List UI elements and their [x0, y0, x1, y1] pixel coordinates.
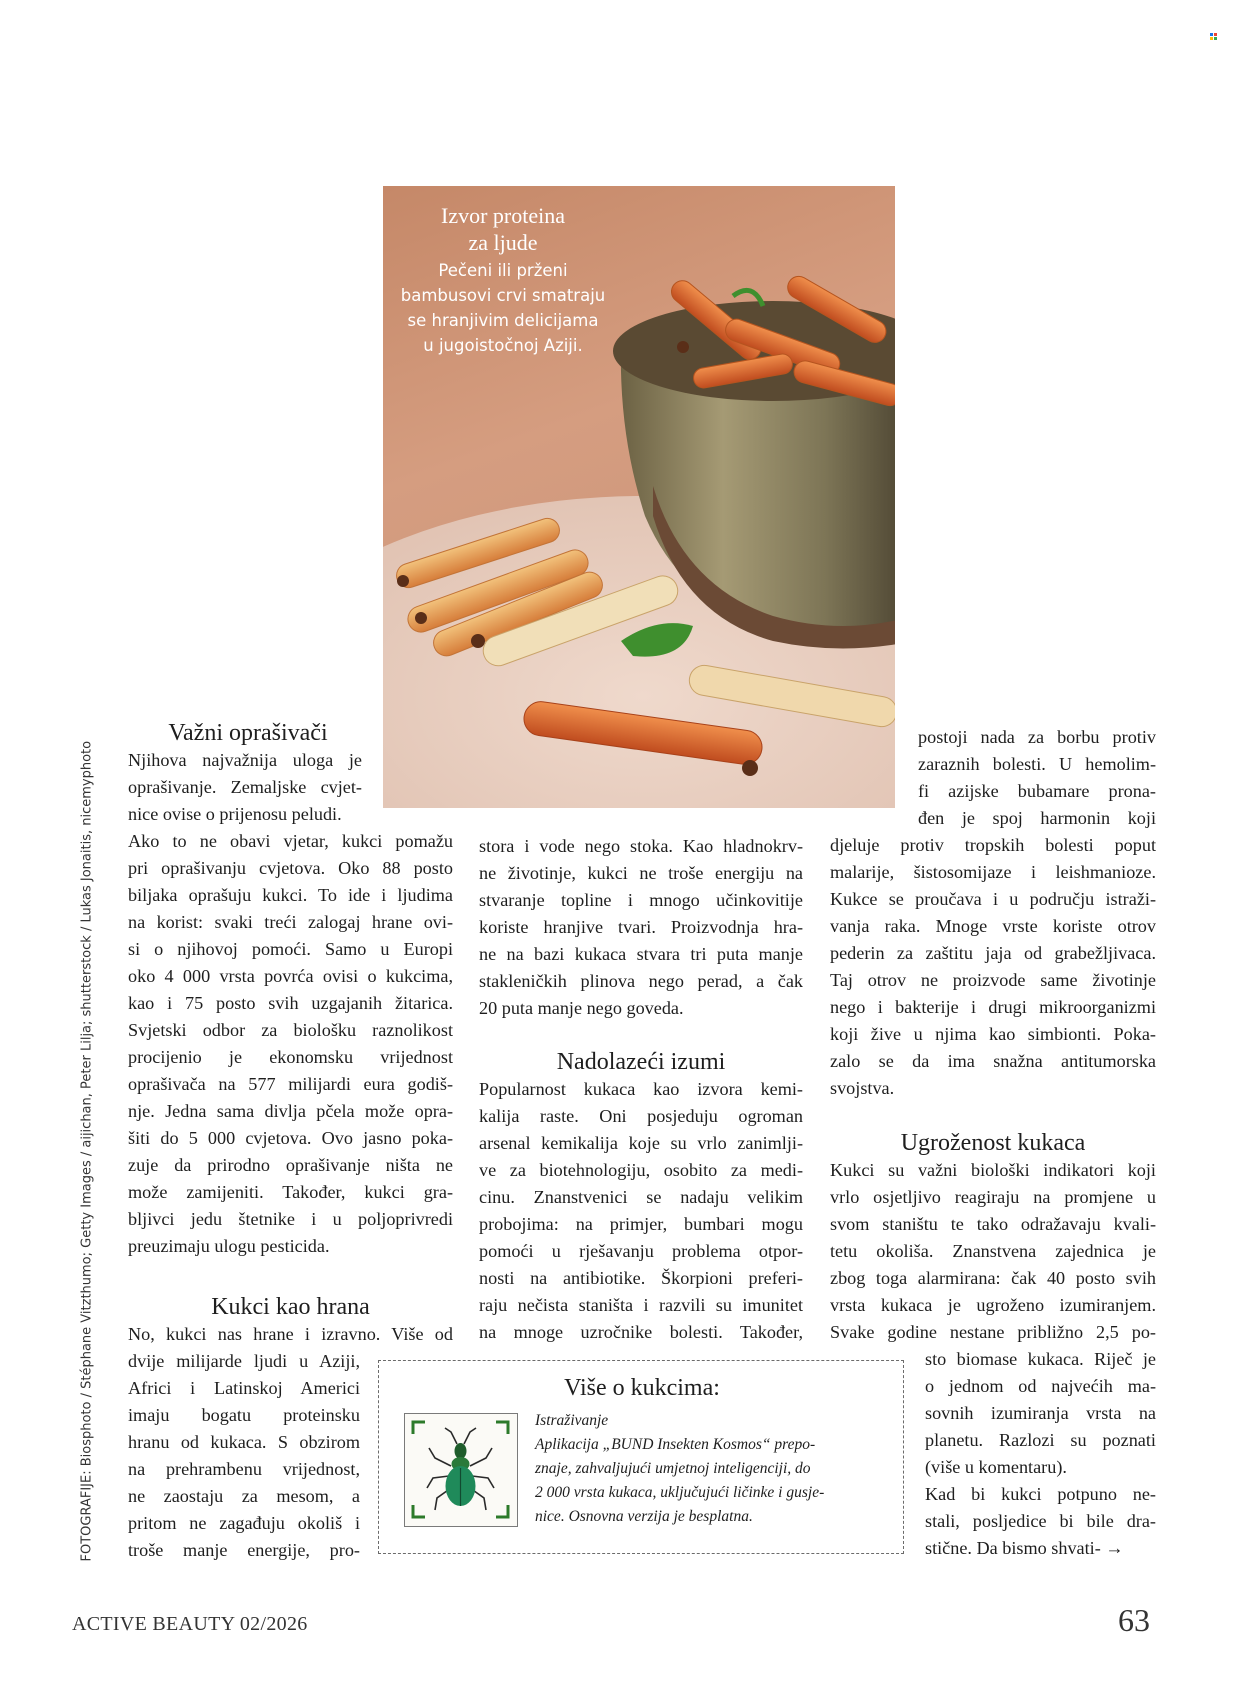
photo-caption-text: Pečeni ili prženi bambusovi crvi smatraju se hranjivim delicijama u jugoistočnoj Aziji. — [400, 261, 606, 355]
col3-narrow: postoji nada za borbu protiv zaraznih bolesti. U hemolim- fi azijske bubamare prona- đen je spoj harmonin koji — [918, 727, 1156, 828]
col2-body: stora i vode nego stoka. Kao hladnokrv- ne životinje, kukci ne troše energiju na stvaranje topline i mnogo učinkovitije koriste hranjive tvari. Proizvodnja hra- ne na bazi kukaca stvara tri puta manje stakleničkih plinova nego perad, a čak 20 puta manje nego goveda. — [479, 836, 803, 1018]
beetle-icon — [404, 1413, 518, 1527]
info-box-text: Istraživanje Aplikacija „BUND Insekten Kosmos“ prepo- znaje, zahvaljujući umjetnoj inteligenciji, do 2 000 vrsta kukaca, uključujući ličinke i gusje- nice. Osnovna verzija je besplatna. — [535, 1412, 825, 1525]
col1-food-body: dvije milijarde ljudi u Aziji, Africi i Latinskoj Americi imaju bogatu proteinsku hranu od kukaca. S obzirom na prehrambenu vrijednost, ne zaostaju za mesom, a pritom ne zagađuju okoliš i troše manje energije, pro- — [128, 1351, 360, 1560]
col1-body: Ako to ne obavi vjetar, kukci pomažu pri oprašivanju cvjetova. Oko 88 posto biljaka oprašuju kukci. To ide i ljudima na korist: svaki treći zalogaj hrane ovi- si o njihovoj pomoći. Samo u Europi oko 4 000 vrsta povrća ovisi o kukcima, kao i 75 posto svih uzgajanih žitarica. Svjetski odbor za biološku raznolikost procijenio je ekonomsku vrijednost oprašivača na 577 milijardi eura godiš- nje. Jedna sama divlja pčela može opra- šiti do 5 000 cvjetova. Ovo jasno poka- zuje da prirodno oprašivanje ništa ne može zamijeniti. Također, kukci gra- bljivci jedu štetnike i u poljoprivredi preuzimaju ulogu pesticida. — [128, 831, 453, 1256]
col1-intro: Njihova najvažnija uloga je oprašivanje. Zemaljske cvjet- nice ovise o prijenosu peludi. — [128, 750, 362, 824]
bamboo-worms-photo — [383, 186, 895, 808]
col3-body: djeluje protiv tropskih bolesti poput malarije, šistosomijaze i leishmanioze. Kukce se proučava i u području istraži- vanja raka. Mnoge vrste koriste otrov pederin za zaštitu jaja od grabežljivaca. Taj otrov ne proizvode same životinje nego i bakterije i drugi mikroorganizmi koji žive u njima kao simbionti. Poka- zalo se da ima snažna antitumorska svojstva. — [830, 835, 1156, 1098]
col2-inventions: Popularnost kukaca kao izvora kemi- kalija raste. Oni posjeduju ogroman arsenal kemikalija koje su vrlo zanimlji- ve za biotehnologiju, osobito za medi- cinu. Znanstvenici se nadaju velikim probojima: na primjer, bumbari mogu pomoći u rješavanju problema otpor- nosti na antibiotike. Škorpioni preferi- raju nečista staništa i razvili su imunitet na mnoge uzročnike bolesti. Također, — [479, 1079, 803, 1342]
info-box — [378, 1360, 904, 1554]
print-color-mark — [1210, 33, 1217, 40]
col3-last-line: stične. Da bismo shvati- — [925, 1538, 1101, 1558]
heading-vazni-oprasivaci: Važni oprašivači — [168, 720, 328, 746]
page-number: 63 — [1118, 1602, 1150, 1638]
photo-credit: FOTOGRAFIJE: Biosphoto / Stéphane Vitzthumo; Getty Images / aijichan, Peter Lilja; shutterstock / Lukas Jonaitis, nicemyphoto — [79, 740, 95, 1562]
continue-arrow-icon: → — [1105, 1538, 1124, 1558]
magazine-footer: ACTIVE BEAUTY 02/2026 — [72, 1613, 308, 1635]
col1-food-top: No, kukci nas hrane i izravno. Više od — [128, 1324, 453, 1344]
heading-ugrozenost-kukaca: Ugroženost kukaca — [900, 1130, 1086, 1156]
heading-kukci-kao-hrana: Kukci kao hrana — [211, 1294, 370, 1320]
heading-nadolazeci-izumi: Nadolazeći izumi — [556, 1049, 726, 1075]
info-box-title: Više o kukcima: — [564, 1375, 720, 1401]
col3-endangered: Kukci su važni biološki indikatori koji vrlo osjetljivo reagiraju na promjene u svom staništu te tako odražavaju kvali- tetu okoliša. Znanstvena zajednica je zbog toga alarmirana: čak 40 posto svih vrsta kukaca je ugroženo izumiranjem. Svake godine nestane približno 2,5 po- — [830, 1160, 1156, 1342]
col3-end: sto biomase kukaca. Riječ je o jednom od najvećih ma- sovnih izumiranja vrsta na planetu. Razlozi su poznati (više u komentaru). Kad bi kukci potpuno ne- stali, posljedice bi bile dra- stične. Da bismo shvati- → — [925, 1349, 1156, 1558]
photo-caption-title: Izvor proteina za ljude — [441, 203, 565, 255]
